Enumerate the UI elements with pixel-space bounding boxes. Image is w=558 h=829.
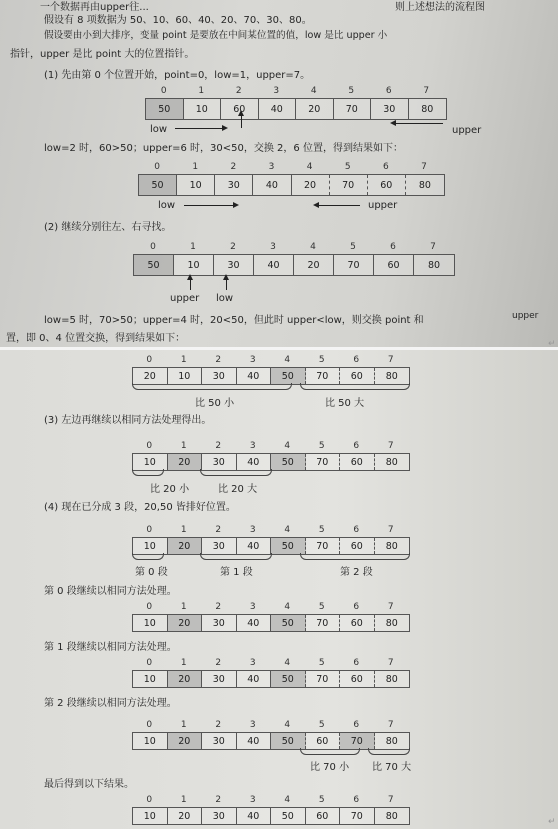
array-index-label: 1 (192, 162, 199, 172)
array-cell: 10 (133, 671, 168, 687)
array-cell: 80 (421, 103, 434, 115)
array-cell: 20 (296, 99, 334, 119)
array-index-label: 0 (146, 658, 153, 668)
array-index-label: 0 (146, 602, 153, 612)
array-cell: 80 (385, 456, 398, 468)
array-cell: 30 (371, 99, 409, 119)
array-index-label: 0 (146, 720, 153, 730)
array-cell: 10 (174, 255, 214, 275)
array-index-label: 2 (215, 525, 222, 535)
array-index-label: 4 (284, 795, 291, 805)
seg-2-label: 第 2 段 (340, 567, 373, 578)
array-index-label: 7 (387, 658, 394, 668)
array-index-label: 3 (270, 242, 276, 252)
array-cell: 60 (306, 808, 341, 824)
paragraph-mark-1: ↵ (548, 339, 556, 349)
array-index-label: 6 (353, 720, 360, 730)
brace-less-50 (132, 383, 292, 390)
array-index-label: 0 (150, 242, 156, 252)
array-cell: 70 (330, 175, 368, 195)
upper-arrowhead-2 (313, 202, 319, 208)
cut-text-line: 一个数据再由upper往... (40, 2, 149, 13)
seg-0-label: 第 0 段 (135, 567, 168, 578)
array-index-label: 4 (284, 658, 291, 668)
brace-seg-2 (300, 553, 410, 560)
array-cell: 60 (340, 538, 375, 554)
array-index-label: 5 (318, 602, 325, 612)
more-70-label: 比 70 大 (372, 762, 412, 773)
intro-line: 假设有 8 项数据为 50、10、60、40、20、70、30、80。 (44, 15, 312, 26)
upper-label: upper (452, 125, 482, 136)
array-cell: 40 (259, 99, 297, 119)
array-index-label: 1 (180, 441, 187, 451)
array-cell: 80 (385, 810, 398, 822)
final-text: 最后得到以下结果。 (44, 779, 134, 790)
array-cell: 60 (374, 255, 414, 275)
array-index-label: 0 (160, 86, 167, 96)
array-index-label: 6 (353, 658, 360, 668)
array-index-label: 4 (284, 602, 291, 612)
array-cell: 60 (340, 671, 375, 687)
less-50-label: 比 50 小 (195, 398, 235, 409)
array-index-label: 3 (249, 720, 256, 730)
upper-arrowhead (390, 120, 396, 126)
low-label: low (150, 124, 168, 135)
array-index-label: 2 (235, 86, 242, 96)
array-index-label: 6 (353, 795, 360, 805)
array-row (132, 614, 410, 632)
array-cell: 70 (306, 671, 341, 687)
array-cell: 50 (271, 671, 306, 687)
swap-text: low=2 时，60>50；upper=6 时，30<50，交换 2，6 位置，得到结果如下： (44, 143, 403, 154)
array-index-label: 7 (387, 355, 394, 365)
array-index-label: 3 (249, 441, 256, 451)
array-index-label: 2 (215, 602, 222, 612)
brace-seg-0 (132, 553, 164, 560)
array-index-label: 5 (350, 242, 356, 252)
array-index-label: 6 (385, 86, 392, 96)
array-index-label: 5 (318, 441, 325, 451)
array-cell: 10 (133, 733, 168, 749)
brace-more-50 (300, 383, 410, 390)
step-4-text: (4) 现在已分成 3 段，20,50 皆排好位置。 (44, 502, 236, 513)
brace-more-70 (368, 748, 410, 755)
array-index-label: 7 (430, 242, 436, 252)
array-index-label: 7 (387, 602, 394, 612)
step-1-text: (1) 先由第 0 个位置开始，point=0，low=1，upper=7。 (44, 70, 311, 81)
array-cell: 10 (168, 368, 203, 384)
array-cell: 70 (340, 808, 375, 824)
paragraph-mark-2: ↵ (548, 817, 556, 827)
array-index-label: 6 (353, 355, 360, 365)
array-index-label: 2 (230, 242, 236, 252)
less-70-label: 比 70 小 (310, 762, 350, 773)
step-2-text: (2) 继续分别往左、右寻找。 (44, 222, 172, 233)
array-index-label: 5 (318, 658, 325, 668)
array-cell: 40 (253, 175, 291, 195)
array-cell: 80 (385, 735, 398, 747)
array-cell: 10 (133, 615, 168, 631)
bottom-photo (0, 350, 558, 829)
upper-label-3: upper (170, 293, 200, 304)
more-20-label: 比 20 大 (218, 484, 258, 495)
array-cell: 20 (133, 368, 168, 384)
array-row (138, 174, 445, 196)
array-cell: 50 (271, 538, 306, 554)
array-index-label: 3 (249, 795, 256, 805)
array-cell: 50 (146, 99, 184, 119)
array-index-label: 5 (318, 525, 325, 535)
array-index-label: 1 (190, 242, 196, 252)
array-cell: 40 (237, 808, 272, 824)
array-index-label: 0 (146, 441, 153, 451)
array-cell: 60 (306, 733, 341, 749)
array-cell: 20 (294, 255, 334, 275)
array-cell: 50 (271, 368, 306, 384)
array-index-label: 2 (230, 162, 237, 172)
array-cell: 40 (237, 671, 272, 687)
array-index-label: 2 (215, 441, 222, 451)
seg-1-label: 第 1 段 (220, 567, 253, 578)
array-index-label: 2 (215, 795, 222, 805)
array-cell: 10 (133, 454, 168, 470)
array-cell: 40 (237, 454, 272, 470)
seg-1-text: 第 1 段继续以相同方法处理。 (44, 642, 177, 653)
array-cell: 70 (334, 99, 372, 119)
brace-more-20 (200, 469, 272, 476)
intro-line-2: 假设要由小到大排序，变量 point 是要放在中间某位置的值，low 是比 upper 小 (44, 30, 388, 41)
array-cell: 70 (306, 615, 341, 631)
array-index-label: 7 (421, 162, 427, 172)
array-index-label: 3 (249, 525, 256, 535)
array-index-label: 7 (387, 720, 394, 730)
low-label-3: low (216, 293, 234, 304)
array-row (145, 98, 447, 120)
array-cell: 30 (202, 454, 237, 470)
array-cell: 50 (271, 733, 306, 749)
array-cell: 20 (168, 808, 203, 824)
end-text-2: 置，即 0、4 位置交换，得到结果如下： (6, 333, 186, 344)
array-index-label: 7 (423, 86, 430, 96)
array-index-label: 1 (180, 658, 187, 668)
brace-less-20 (132, 469, 164, 476)
array-cell: 70 (340, 733, 375, 749)
array-index-label: 6 (382, 162, 389, 172)
array-index-label: 7 (387, 525, 394, 535)
array-cell: 10 (133, 808, 168, 824)
array-cell: 80 (385, 673, 398, 685)
array-index-label: 3 (249, 602, 256, 612)
array-cell: 60 (221, 99, 259, 119)
brace-less-70 (300, 748, 360, 755)
array-index-label: 0 (146, 795, 153, 805)
array-index-label: 4 (284, 355, 291, 365)
array-cell: 20 (168, 615, 203, 631)
array-index-label: 4 (310, 86, 317, 96)
array-cell: 40 (237, 538, 272, 554)
intro-line-3: 指针，upper 是比 point 大的位置指针。 (10, 49, 195, 60)
more-50-label: 比 50 大 (325, 398, 365, 409)
array-index-label: 4 (310, 242, 316, 252)
array-index-label: 4 (306, 162, 313, 172)
low-arrowhead (222, 125, 228, 131)
array-cell: 10 (133, 538, 168, 554)
array-index-label: 7 (387, 441, 394, 451)
array-index-label: 1 (180, 525, 187, 535)
array-index-label: 0 (146, 525, 153, 535)
array-index-label: 0 (154, 162, 160, 172)
array-cell: 40 (237, 733, 272, 749)
array-cell: 60 (340, 454, 375, 470)
low-arrowhead-3 (223, 274, 229, 280)
step-3-text: (3) 左边再继续以相同方法处理得出。 (44, 415, 212, 426)
brace-seg-1 (200, 553, 272, 560)
array-cell: 30 (202, 615, 237, 631)
array-index-label: 5 (318, 355, 325, 365)
array-index-label: 5 (348, 86, 355, 96)
array-index-label: 6 (353, 602, 360, 612)
low-arrow (175, 128, 225, 129)
array-cell: 50 (134, 255, 174, 275)
array-cell: 50 (271, 808, 306, 824)
array-cell: 20 (168, 671, 203, 687)
array-cell: 70 (306, 454, 341, 470)
array-cell: 80 (427, 259, 441, 271)
array-cell: 20 (168, 454, 203, 470)
array-index-label: 3 (273, 86, 280, 96)
end-text-1: low=5 时，70>50；upper=4 时，20<50，但此时 upper<low，则交换 point 和 (44, 315, 424, 326)
array-index-label: 1 (180, 795, 187, 805)
array-row (132, 670, 410, 688)
upper-label-2: upper (368, 200, 398, 211)
low-arrow-2 (184, 205, 236, 206)
array-cell: 40 (237, 368, 272, 384)
array-cell: 80 (418, 179, 431, 191)
array-index-label: 5 (318, 795, 325, 805)
less-20-label: 比 20 小 (150, 484, 190, 495)
array-cell: 80 (385, 370, 398, 382)
array-index-label: 2 (215, 355, 222, 365)
array-index-label: 7 (387, 795, 394, 805)
array-cell: 70 (306, 538, 341, 554)
seg-0-text: 第 0 段继续以相同方法处理。 (44, 586, 177, 597)
array-cell: 60 (368, 175, 406, 195)
array-index-label: 4 (284, 441, 291, 451)
array-index-label: 6 (353, 525, 360, 535)
array-cell: 40 (254, 255, 294, 275)
low-arrowhead-2 (233, 202, 239, 208)
array-row (133, 254, 455, 276)
upper-arrow-2 (318, 205, 360, 206)
array-cell: 70 (334, 255, 374, 275)
array-cell: 30 (202, 671, 237, 687)
array-cell: 30 (214, 255, 254, 275)
array-index-label: 3 (268, 162, 275, 172)
low-label-2: low (158, 200, 176, 211)
array-index-label: 1 (180, 720, 187, 730)
array-cell: 80 (385, 617, 398, 629)
array-cell: 60 (340, 615, 375, 631)
array-cell: 40 (237, 615, 272, 631)
array-cell: 80 (385, 540, 398, 552)
array-index-label: 6 (353, 441, 360, 451)
array-index-label: 5 (344, 162, 351, 172)
array-index-label: 3 (249, 658, 256, 668)
array-cell: 20 (168, 538, 203, 554)
top-photo (0, 0, 558, 347)
array-index-label: 0 (146, 355, 153, 365)
array-cell: 30 (202, 368, 237, 384)
array-cell: 60 (340, 368, 375, 384)
array-index-label: 1 (180, 355, 187, 365)
array-index-label: 1 (180, 602, 187, 612)
array-cell: 10 (184, 99, 222, 119)
array-index-label: 6 (390, 242, 396, 252)
seg-2-text: 第 2 段继续以相同方法处理。 (44, 698, 177, 709)
array-index-label: 2 (215, 658, 222, 668)
end-text-1b: upper (512, 311, 539, 321)
array-cell: 50 (139, 175, 177, 195)
array-cell: 50 (271, 615, 306, 631)
array-index-label: 4 (284, 720, 291, 730)
array-row (132, 807, 410, 825)
point-arrowhead (238, 110, 244, 116)
point-marker (241, 114, 242, 128)
array-cell: 30 (202, 538, 237, 554)
array-cell: 20 (168, 733, 203, 749)
array-index-label: 3 (249, 355, 256, 365)
upper-arrow (395, 123, 443, 124)
array-cell: 70 (306, 368, 341, 384)
array-cell: 10 (177, 175, 215, 195)
upper-arrowhead-3 (187, 274, 193, 280)
array-index-label: 1 (198, 86, 205, 96)
array-cell: 50 (271, 454, 306, 470)
array-index-label: 5 (318, 720, 325, 730)
array-cell: 20 (292, 175, 330, 195)
array-cell: 30 (202, 808, 237, 824)
array-index-label: 4 (284, 525, 291, 535)
array-cell: 30 (215, 175, 253, 195)
array-index-label: 2 (215, 720, 222, 730)
cut-text-line-right: 则上述想法的流程图 (395, 2, 485, 13)
array-cell: 30 (202, 733, 237, 749)
